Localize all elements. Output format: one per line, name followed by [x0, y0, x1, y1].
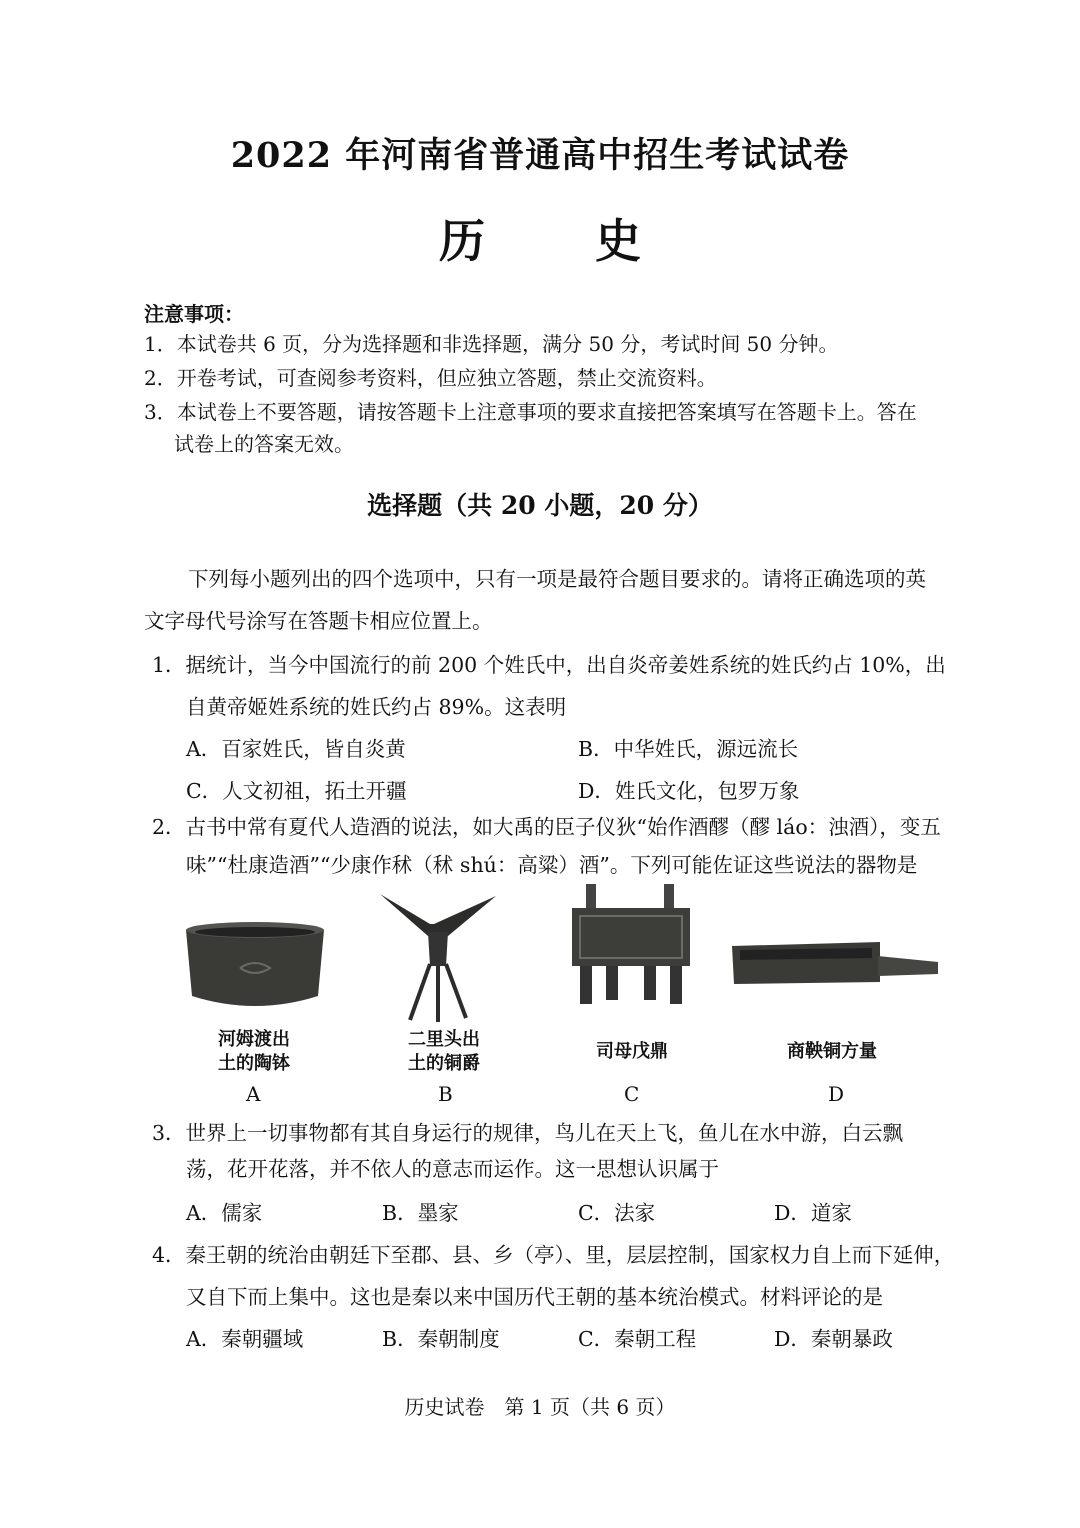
question-3-text: 荡，花开花落，并不依人的意志而运作。这一思想认识属于: [186, 1157, 719, 1181]
section-instruction: 文字母代号涂写在答题卡相应位置上。: [144, 609, 493, 633]
question-4-text: 又自下而上集中。这也是秦以来中国历代王朝的基本统治模式。材料评论的是: [186, 1285, 883, 1309]
option-d: D．道家: [774, 1201, 852, 1225]
option-a: A．儒家: [186, 1201, 263, 1225]
option-b: B．秦朝制度: [382, 1327, 500, 1351]
option-a: A．百家姓氏，皆自炎黄: [186, 737, 406, 761]
artifact-letter-a: A: [246, 1082, 261, 1106]
question-1-text: 自黄帝姬姓系统的姓氏约占 89%。这表明: [186, 695, 567, 719]
question-1-text: 1．据统计，当今中国流行的前 200 个姓氏中，出自炎帝姜姓系统的姓氏约占 10%，出: [152, 653, 946, 677]
artifact-letter-b: B: [438, 1082, 453, 1106]
question-2-text: 味”“杜康造酒”“少康作秫（秫 shú：高粱）酒”。下列可能佐证这些说法的器物是: [186, 853, 918, 877]
option-c: C．法家: [578, 1201, 656, 1225]
option-d: D．秦朝暴政: [774, 1327, 893, 1351]
notice-item: 试卷上的答案无效。: [174, 432, 354, 456]
option-a: A．秦朝疆域: [186, 1327, 304, 1351]
page-footer: 历史试卷 第 1 页（共 6 页）: [404, 1395, 676, 1419]
subject-title: 历史: [439, 214, 751, 268]
artifact-letter-d: D: [828, 1082, 845, 1106]
notice-item: 1．本试卷共 6 页，分为选择题和非选择题，满分 50 分，考试时间 50 分钟。: [144, 332, 839, 356]
artifact-caption-c: 司母戊鼎: [596, 1041, 668, 1062]
option-b: B．墨家: [382, 1201, 459, 1225]
artifact-caption-b: 二里头出 土的铜爵: [408, 1029, 480, 1074]
artifact-letter-c: C: [624, 1082, 640, 1106]
question-3-text: 3．世界上一切事物都有其自身运行的规律，鸟儿在天上飞，鱼儿在水中游，白云飘: [152, 1121, 904, 1145]
notice-item: 2．开卷考试，可查阅参考资料，但应独立答题，禁止交流资料。: [144, 366, 717, 390]
pottery-bowl-icon: [180, 918, 330, 1018]
artifact-caption-d: 商鞅铜方量: [787, 1041, 877, 1062]
question-2-text: 2．古书中常有夏代人造酒的说法，如大禹的臣子仪狄“始作酒醪（醪 láo：浊酒），变五: [152, 815, 941, 839]
bronze-jue-icon: [378, 888, 498, 1028]
bronze-measure-icon: [730, 936, 940, 992]
exam-title: 2022 年河南省普通高中招生考试试卷: [230, 135, 850, 176]
section-instruction: 下列每小题列出的四个选项中，只有一项是最符合题目要求的。请将正确选项的英: [188, 567, 926, 591]
section-title: 选择题（共 20 小题，20 分）: [367, 491, 713, 520]
option-c: C．人文初祖，拓土开疆: [186, 779, 407, 803]
bronze-ding-icon: [566, 880, 696, 1010]
option-c: C．秦朝工程: [578, 1327, 697, 1351]
option-b: B．中华姓氏，源远流长: [578, 737, 799, 761]
notice-item: 3．本试卷上不要答题，请按答题卡上注意事项的要求直接把答案填写在答题卡上。答在: [144, 400, 917, 424]
question-4-text: 4．秦王朝的统治由朝廷下至郡、县、乡（亭）、里，层层控制，国家权力自上而下延伸，: [152, 1243, 955, 1267]
notice-heading: 注意事项：: [144, 302, 244, 326]
artifact-caption-a: 河姆渡出 土的陶钵: [218, 1029, 290, 1074]
option-d: D．姓氏文化，包罗万象: [578, 779, 800, 803]
